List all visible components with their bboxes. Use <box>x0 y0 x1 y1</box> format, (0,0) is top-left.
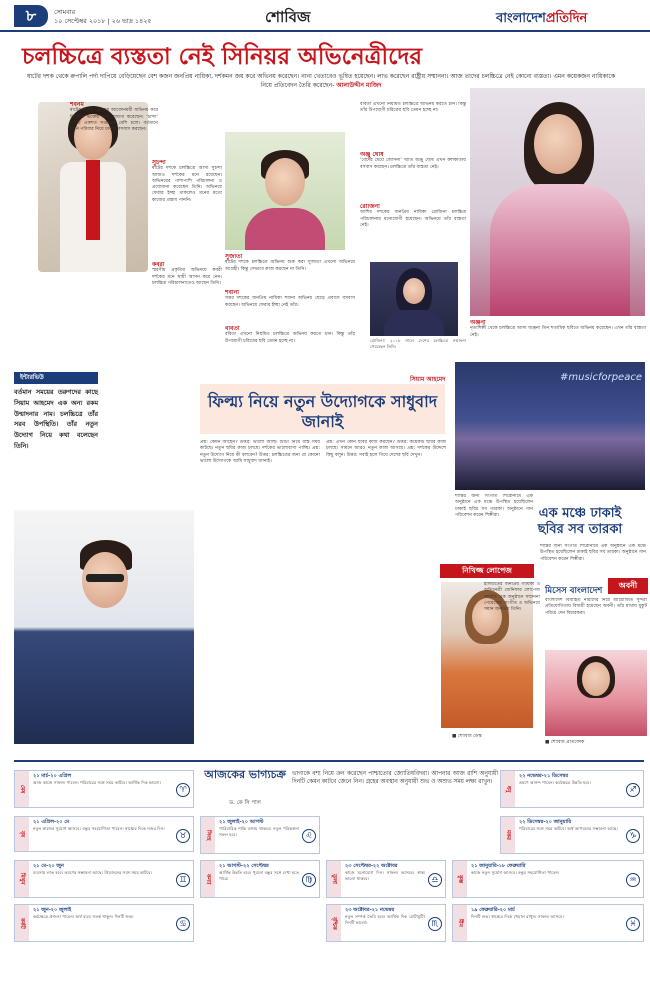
col1-block1 <box>70 102 158 158</box>
col3-text3: নৃত্যশিল্পী থেকে চলচ্চিত্রে আসা অঞ্জনা তিন শতাধিক ছবিতে অভিনয় করেছেন। এখন তাঁর ব্যস্ততা নেই। <box>470 326 646 338</box>
col3-name1: অঞ্জু ঘোষ <box>360 152 384 158</box>
zodiac-icon: ♈ <box>176 783 190 797</box>
sign-text: নতুন সম্পর্ক তৈরি হবে। আর্থিক দিক মোটামুটি। দিনটি ভালো। <box>345 914 425 925</box>
newspaper-logo[interactable] <box>496 9 587 30</box>
col1-text3: স্মরণীয় প্রকৃতির অভিনয়ে কবরী দর্শকের মনে স্থায়ী আসন করে নেন। চলচ্চিত্র পরিচালনাতেও আছেন তিনি। <box>152 268 222 286</box>
photo-sujata <box>225 132 345 250</box>
horoscope-sign <box>326 904 446 942</box>
sign-range: ১৯ ফেব্রুয়ারি-২০ মার্চ <box>471 907 515 913</box>
interview-author: সিয়াম আহমেদ <box>410 376 446 383</box>
zodiac-icon: ♐ <box>626 783 640 797</box>
section-title: শোবিজ <box>265 8 311 26</box>
interview-body-col2: প্রশ্ন: এখন কোন ছবির কাজ করছেন? উত্তর: কয়েকটি ছবির কাজ চলছে। সামনে আরও নতুন কাজ আসছে। প্রশ্ন: দর্শকের উদ্দেশে কিছু বলুন। উত্তর: সবাই হলে গিয়ে দেশের ছবি দেখুন। <box>326 440 446 458</box>
sign-text: দিনটি শুভ। স্বাস্থ্যের দিকে খেয়াল রাখুন। সাফল্য আসবে। <box>471 914 564 919</box>
logo-accent: প্রতিদিন <box>545 11 588 26</box>
sign-text: কর্মক্ষেত্রে প্রশংসা পাবেন। অর্থ ব্যয়ে সতর্ক থাকুন। দিনটি শুভ। <box>33 914 134 919</box>
col2-block1 <box>225 254 355 284</box>
horoscope-sign <box>200 816 320 854</box>
sign-text: কাজে নতুন সুযোগ আসবে। বন্ধুর সহযোগিতা পাবেন। <box>471 870 560 875</box>
sign-range: ২২ নভেম্বর-২১ ডিসেম্বর <box>519 773 569 779</box>
header-rule <box>0 30 650 32</box>
sign-name: কন্যা <box>201 861 215 897</box>
sign-name: তুলা <box>327 861 341 897</box>
sign-range: ২১ জুলাই-২০ আগস্ট <box>219 819 264 825</box>
feature-intro-text: ষাটের দশক থেকে রুপালি পর্দা দাপিয়ে বেড়িয়েছেন বেশ কজন জনপ্রিয় নায়িকা, দর্শকমন জয় করে অভিনয় করেছেন। নানা খেতাবেও ভূষিত হয়েছেন। লাভ করেছেন রাষ্ট্রীয় সম্মাননা। আজ তাদের চলচ্চিত্রে নেই কোনো ব্যস্ততা। এমন কয়েকজন নায়িকাকে নিয়ে প্রতিবেদন তৈরি করেছেন- <box>26 73 616 89</box>
zodiac-icon: ♊ <box>176 873 190 887</box>
sign-name: কর্কট <box>15 905 29 941</box>
zodiac-icon: ♌ <box>302 829 316 843</box>
col2-block3 <box>225 326 355 362</box>
logo-main: বাংলাদেশ <box>496 11 546 26</box>
sign-range: ২১ এপ্রিল-২০ মে <box>33 819 70 825</box>
zodiac-icon: ♒ <box>626 873 640 887</box>
interview-lead: বর্তমান সময়ের তরুণদের কাছে সিয়াম আহমেদ এক অন্য রকম উন্মাদনার নাম। চলচ্চিত্রে তাঁর সরব উপস্থিতি। তাঁর নতুন উদ্যোগ নিয়ে কথা বলেছেন তিনি। <box>14 388 98 450</box>
sign-name: বৃষ <box>15 817 29 851</box>
lopez-header: নিখিজ্জ লোপেজ <box>440 564 534 578</box>
zodiac-icon: ♉ <box>176 829 190 843</box>
sign-name: ধনু <box>501 771 515 807</box>
photo-siam-ahmed <box>14 510 194 744</box>
lopez-credit: ■ শোবিজ ডেস্ক <box>452 734 482 739</box>
zodiac-icon: ♓ <box>626 917 640 931</box>
zodiac-icon: ♏ <box>428 917 442 931</box>
col1-block2 <box>152 160 222 258</box>
col1-block3 <box>152 262 222 362</box>
col1-name2: সুচন্দা <box>152 160 166 166</box>
sign-text: আজ কাজে সাফল্য পাবেন। পরিবারের সঙ্গে সময় কাটবে। আর্থিক দিক ভালো। <box>33 780 161 785</box>
col2-name3: ববিতা <box>225 326 240 332</box>
photo-rozina <box>370 262 458 336</box>
col1-text2: ষাটের দশকে চলচ্চিত্রে আসা সুচন্দা আজও দর্শকের মনে রয়েছেন। অভিনয়ের পাশাপাশি পরিচালনা ও প্রযোজনা করেছেন তিনি। অভিনয়ে ফেরার ইচ্ছা থাকলেও মনের মতো কাজের প্রস্তাব পাননি। <box>152 166 222 203</box>
horoscope-sign <box>200 860 320 898</box>
sign-range: ২২ ডিসেম্বর-২০ জানুয়ারি <box>519 819 572 825</box>
hijab-caption: রোজিনা: ২০১৮ সালে দেশের চলচ্চিত্রে সম্মাননা পেয়েছেন তিনি। <box>370 338 466 349</box>
col2-name2: শবানা <box>225 290 239 296</box>
photo-anjana <box>470 88 645 316</box>
horoscope-sign <box>500 816 644 854</box>
horoscope-sign <box>326 860 446 898</box>
col2-block2 <box>225 290 355 320</box>
col3-text1: ‘বেদের মেয়ে জোসনা’ খ্যাত অঞ্জু ঘোষ এখন কলকাতায় বসবাস করছেন। চলচ্চিত্রে তাঁর ব্যস্ততা নেই। <box>360 158 466 170</box>
sign-range: ২১ মে-২০ জুন <box>33 863 64 869</box>
mrs-body: বাংলাদেশ বিবাহিত নারীদের নিয়ে আয়োজিত সুন্দরী প্রতিযোগিতায় বিজয়ী হয়েছেন অবনী। তাঁর মাথায় মুকুট পরিয়ে দেন বিচারকরা। <box>545 598 647 616</box>
interview-body-col1: প্রশ্ন: কেমন আছেন? উত্তর: ভালো আছি। শুটিং নিয়ে ব্যস্ত সময় কাটছে। নতুন ছবির কাজ চলছে। দর্শকের ভালোবাসা পাচ্ছি। প্রশ্ন: নতুন উদ্যোগ নিয়ে কী বলবেন? উত্তর: চলচ্চিত্রের জন্য যে কোনো ভালো উদ্যোগকে আমি সাধুবাদ জানাই। <box>200 440 320 464</box>
zodiac-icon: ♑ <box>626 829 640 843</box>
col3-top-text: ববিতা এখনো নিয়মিত চলচ্চিত্রে অভিনয় করতে চান। কিন্তু তাঁর উপযোগী চরিত্রের ছবি তেমন হচ্ছে না। <box>360 102 466 114</box>
col3-block1 <box>360 152 466 200</box>
mrs-name: অবনী <box>608 578 648 594</box>
col3-name3: অঞ্জনা <box>470 320 486 326</box>
col1-name3: কবরী <box>152 262 165 268</box>
horoscope-author: ড. কে সি পাল <box>229 800 261 806</box>
horoscope-intro: ভাগ্যকে বশ্য নিয়ে ক্রন করেছেন পাশ্চাত্যের জ্যোতিষবিদরা। আপনার আজ রাশি অনুযায়ী দিনটি কেমন কাটবে জেনে নিন। গ্রহের অবস্থান অনুযায়ী শুভ ও অশুভ সময় লক্ষ্য রাখুন। <box>292 771 498 786</box>
sign-range: ২১ মার্চ-২০ এপ্রিল <box>33 773 72 779</box>
sign-name: মকর <box>501 817 515 853</box>
col3-name2: রোজিনা <box>360 204 380 210</box>
issue-date <box>54 8 152 26</box>
concert-headline: এক মঞ্চে ঢাকাই ছবির সব তারকা <box>537 506 623 537</box>
zodiac-icon: ♎ <box>428 873 442 887</box>
horoscope-sign <box>14 816 194 852</box>
mrs-credit: ■ শোবিজ প্রতিবেদক <box>545 740 585 745</box>
col3-top <box>360 102 466 150</box>
sign-name: মিথুন <box>15 861 29 897</box>
sign-range: ২৩ সেপ্টেম্বর-২২ অক্টোবর <box>345 863 398 869</box>
horoscope-sign <box>14 770 194 808</box>
zodiac-icon: ♍ <box>302 873 316 887</box>
sign-range: ২১ জুন-২০ জুলাই <box>33 907 72 913</box>
sign-text: আর্থিক উন্নতি হবে। পুরনো বন্ধুর সঙ্গে দেখা হতে পারে। <box>219 870 299 881</box>
horoscope-sign <box>452 860 644 898</box>
sign-name: মীন <box>453 905 467 941</box>
col1-name1: শবনম <box>70 102 84 108</box>
col3-text2: আশির দশকের জনপ্রিয় নায়িকা রোজিনা চলচ্চিত্র পরিচালনায় মনোযোগী হয়েছেন। অভিনয়ে তাঁর ব্যস্ততা নেই। <box>360 210 466 228</box>
mrs-header: মিসেস বাংলাদেশ <box>545 586 603 596</box>
sign-text: নতুন কাজের সুযোগ আসবে। বন্ধুর সহযোগিতা পাবেন। স্বাস্থ্যের দিকে নজর দিন। <box>33 826 165 831</box>
sign-text: পরিবারের সঙ্গে সময় কাটবে। অর্থ আগমনের সম্ভাবনা আছে। <box>519 826 618 831</box>
issue-date-text: ১০ সেপ্টেম্বর ২০১৮ | ২৬ ভাদ্র ১৪২৫ <box>54 17 152 25</box>
horoscope-sign <box>14 860 194 898</box>
sign-text: ভ্রমণে আনন্দ পাবেন। কর্মক্ষেত্রে উন্নতি হবে। <box>519 780 591 785</box>
col2-text2: সত্তর দশকের জনপ্রিয় নায়িকা শবানা অভিনয় ছেড়ে প্রবাসে বসবাস করছেন। অভিনয়ে ফেরার ইচ্ছা নেই তাঁর। <box>225 296 355 308</box>
zodiac-icon: ♋ <box>176 917 190 931</box>
sign-text: পারিবারিক শান্তি বজায় থাকবে। নতুন পরিকল্পনা সফল হবে। <box>219 826 299 837</box>
col2-text1: ষাটের দশকে চলচ্চিত্রে অভিনয় শুরু করা সুজাতা এখনো অভিনয়ে আগ্রহী। কিন্তু সেভাবে কাজ করছেন না তিনি। <box>225 260 355 272</box>
concert-body: শান্তির জন্য সংগীত শিরোনামে এক অনুষ্ঠানে এক মঞ্চে উপস্থিত হয়েছিলেন ঢাকাই ছবির সব তারকা। অনুষ্ঠানে গান পরিবেশন করেন শিল্পীরা। <box>455 494 533 518</box>
horoscope-sign <box>452 904 644 942</box>
lopez-body: হলিউডের জনপ্রিয় গায়িকা ও অভিনেত্রী জেনিফার লোপেজ সম্প্রতি এক অনুষ্ঠানে সম্মাননা পেয়েছেন। সংগীত ও অভিনয়ে সমান জনপ্রিয় তিনি। <box>484 582 540 613</box>
sign-range: ২৩ অক্টোবর-২১ নভেম্বর <box>345 907 395 913</box>
issue-day: সোমবার <box>54 8 76 16</box>
concert-hashtag: #musicforpeace <box>560 372 642 383</box>
sign-name: কুম্ভ <box>453 861 467 897</box>
sign-range: ২১ আগস্ট-২২ সেপ্টেম্বর <box>219 863 269 869</box>
sign-text: কাজে মনোযোগ দিন। সাফল্য আসবে। স্বাস্থ্য ভালো থাকবে। <box>345 870 425 881</box>
feature-headline: চলচ্চিত্রে ব্যস্ততা নেই সিনিয়র অভিনেত্রীদের <box>22 44 423 70</box>
col2-text3: ববিতা এখনো নিয়মিত চলচ্চিত্রে অভিনয় করতে চান। কিন্তু তাঁর উপযোগী চরিত্রের ছবি তেমন হচ্ছে না। <box>225 332 355 344</box>
interview-headline: ফিল্ম্য নিয়ে নতুন উদ্যোগকে সাধুবাদ জানাই <box>207 392 438 431</box>
sign-name: বৃশ্চিক <box>327 905 341 941</box>
sign-name: মেষ <box>15 771 29 807</box>
col1-text1: ষাটের দশকে চেহারার আবেদনময়ী অভিনয় করে নিয়মিত ভক্তের মনে জায়গা করেছেন। ‘চান্দা’ ছবিটি একশত সপ্তাহের বেশি চলে। বর্তমানে তিনি পরিবার নিয়ে ঢাকায় বসবাস করছেন। <box>70 108 158 133</box>
photo-mrs-bangladesh <box>545 650 647 736</box>
feature-author: আলাউদ্দীন মাজিদ <box>336 82 382 89</box>
horoscope-sign <box>14 904 194 942</box>
interview-tag: ইন্টারভিউ <box>14 372 98 384</box>
horoscope-sign <box>500 770 644 808</box>
col2-name1: সুজাতা <box>225 254 243 260</box>
col3-block2 <box>360 204 466 258</box>
sign-text: ব্যবসায় লাভ হবে। ভ্রমণের সম্ভাবনা আছে। প্রিয়জনের সঙ্গে সময় কাটবে। <box>33 870 153 875</box>
sign-range: ২১ জানুয়ারি-১৮ ফেব্রুয়ারি <box>471 863 526 869</box>
col3-block3 <box>470 320 646 362</box>
concert-body-right: শান্তির জন্য সংগীত শিরোনামে এক অনুষ্ঠানে এক মঞ্চে উপস্থিত হয়েছিলেন ঢাকাই ছবির সব তারকা। অনুষ্ঠানে গান পরিবেশন করেন শিল্পীরা। <box>540 544 646 562</box>
horoscope-title: আজকের ভাগ্যচক্র <box>204 768 286 781</box>
sign-name: সিংহ <box>201 817 215 853</box>
page-number: ৮ <box>14 5 48 27</box>
